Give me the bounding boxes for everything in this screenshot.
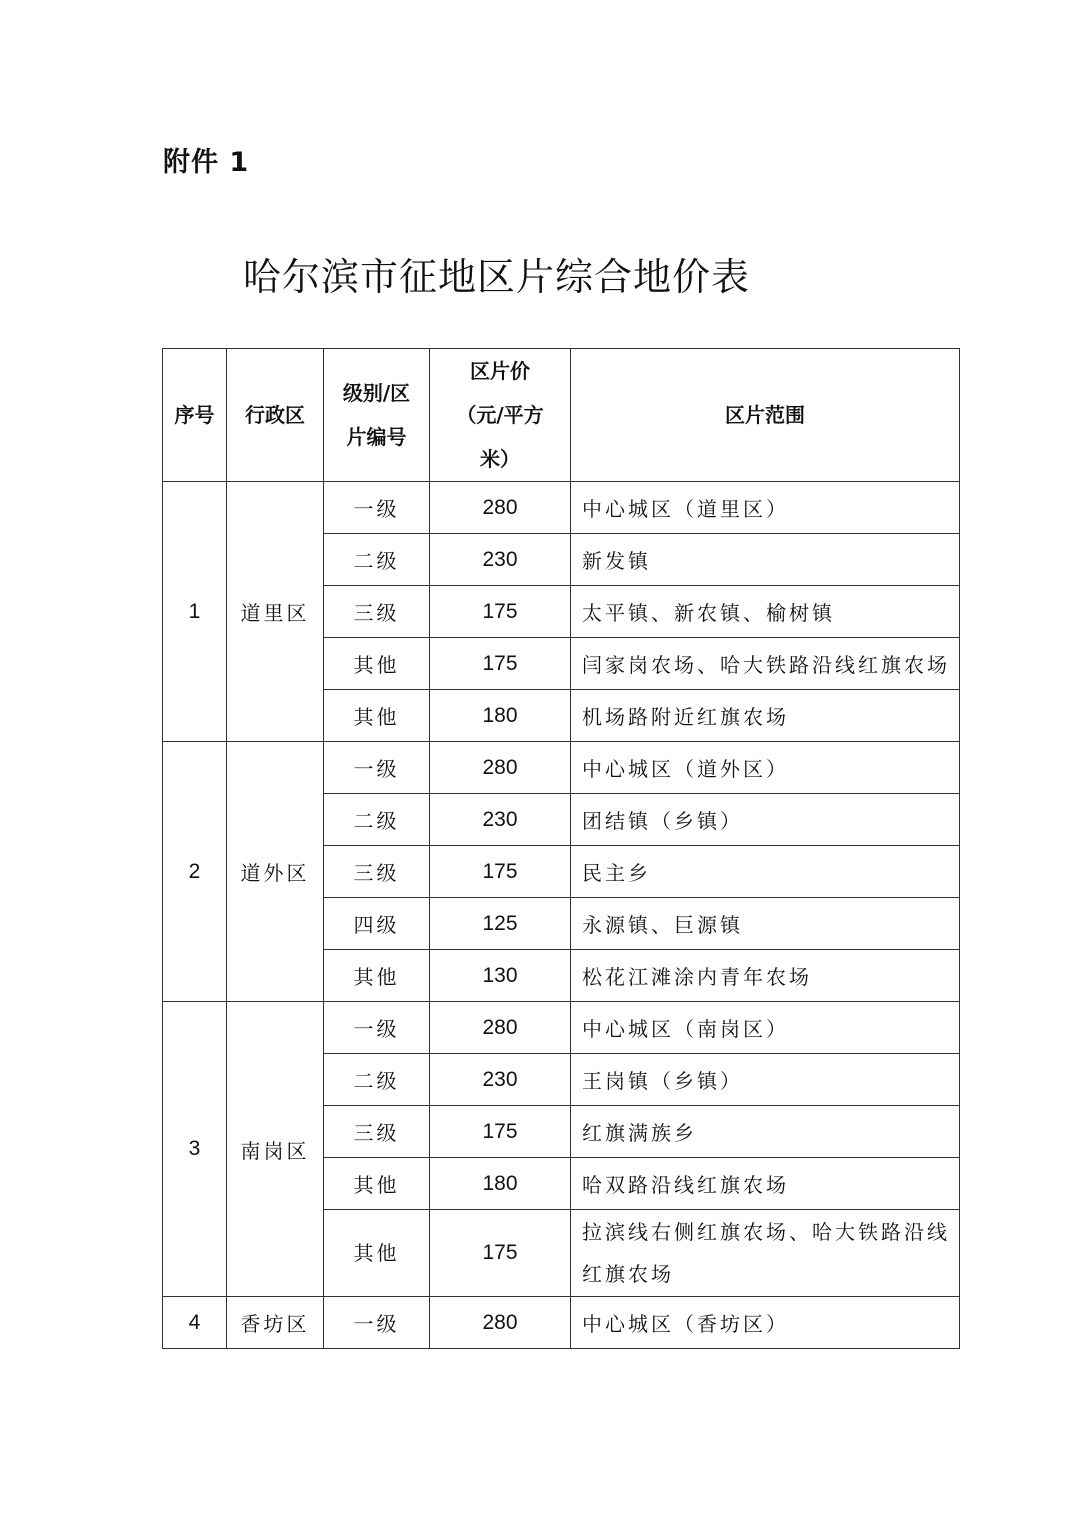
level-cell: 其他 (324, 950, 430, 1002)
price-cell: 125 (430, 898, 571, 950)
range-cell: 团结镇（乡镇） (571, 794, 960, 846)
table-row (163, 742, 960, 794)
table-row (163, 482, 960, 534)
range-cell: 新发镇 (571, 534, 960, 586)
level-cell: 其他 (324, 1210, 430, 1297)
district-cell: 道里区 (227, 482, 324, 742)
seq-cell: 3 (163, 1002, 227, 1297)
price-cell: 175 (430, 846, 571, 898)
level-cell: 一级 (324, 742, 430, 794)
header-level-line-1: 级别/区 (342, 381, 411, 405)
price-cell: 180 (430, 1158, 571, 1210)
seq-cell: 1 (163, 482, 227, 742)
header-price-line-3: 米） (480, 447, 520, 471)
range-cell: 王岗镇（乡镇） (571, 1054, 960, 1106)
level-cell: 二级 (324, 794, 430, 846)
price-cell: 280 (430, 742, 571, 794)
range-cell: 拉滨线右侧红旗农场、哈大铁路沿线红旗农场 (571, 1210, 960, 1297)
seq-cell: 4 (163, 1297, 227, 1349)
level-cell: 三级 (324, 1106, 430, 1158)
range-cell: 哈双路沿线红旗农场 (571, 1158, 960, 1210)
table-row (163, 1297, 960, 1349)
range-cell: 红旗满族乡 (571, 1106, 960, 1158)
header-range: 区片范围 (571, 349, 960, 482)
seq-cell: 2 (163, 742, 227, 1002)
range-cell: 民主乡 (571, 846, 960, 898)
level-cell: 其他 (324, 638, 430, 690)
table-header-row (163, 349, 960, 482)
level-cell: 四级 (324, 898, 430, 950)
price-cell: 280 (430, 482, 571, 534)
range-cell: 闫家岗农场、哈大铁路沿线红旗农场 (571, 638, 960, 690)
district-cell: 香坊区 (227, 1297, 324, 1349)
level-cell: 一级 (324, 1297, 430, 1349)
range-cell: 永源镇、巨源镇 (571, 898, 960, 950)
level-cell: 三级 (324, 846, 430, 898)
district-cell: 南岗区 (227, 1002, 324, 1297)
land-price-table (162, 348, 960, 1349)
level-cell: 其他 (324, 690, 430, 742)
range-cell: 中心城区（道外区） (571, 742, 960, 794)
header-price (430, 349, 571, 482)
price-cell: 230 (430, 1054, 571, 1106)
page-title: 哈尔滨市征地区片综合地价表 (243, 255, 751, 299)
range-cell: 中心城区（南岗区） (571, 1002, 960, 1054)
price-cell: 280 (430, 1002, 571, 1054)
level-cell: 二级 (324, 534, 430, 586)
level-cell: 三级 (324, 586, 430, 638)
header-level (324, 349, 430, 482)
header-seq: 序号 (163, 349, 227, 482)
table-row (163, 1002, 960, 1054)
range-cell: 机场路附近红旗农场 (571, 690, 960, 742)
header-price-line-1: 区片价 (470, 359, 530, 383)
level-cell: 一级 (324, 482, 430, 534)
header-district: 行政区 (227, 349, 324, 482)
range-cell: 中心城区（道里区） (571, 482, 960, 534)
level-cell: 二级 (324, 1054, 430, 1106)
attachment-label: 附件 1 (163, 147, 250, 178)
header-price-line-2: （元/平方 (456, 403, 544, 427)
price-cell: 180 (430, 690, 571, 742)
price-cell: 230 (430, 534, 571, 586)
range-cell: 中心城区（香坊区） (571, 1297, 960, 1349)
price-cell: 130 (430, 950, 571, 1002)
level-cell: 其他 (324, 1158, 430, 1210)
price-cell: 175 (430, 1210, 571, 1297)
district-cell: 道外区 (227, 742, 324, 1002)
level-cell: 一级 (324, 1002, 430, 1054)
price-cell: 175 (430, 586, 571, 638)
range-cell: 松花江滩涂内青年农场 (571, 950, 960, 1002)
price-cell: 230 (430, 794, 571, 846)
header-level-line-2: 片编号 (346, 425, 407, 449)
range-cell: 太平镇、新农镇、榆树镇 (571, 586, 960, 638)
price-cell: 280 (430, 1297, 571, 1349)
price-cell: 175 (430, 1106, 571, 1158)
price-cell: 175 (430, 638, 571, 690)
